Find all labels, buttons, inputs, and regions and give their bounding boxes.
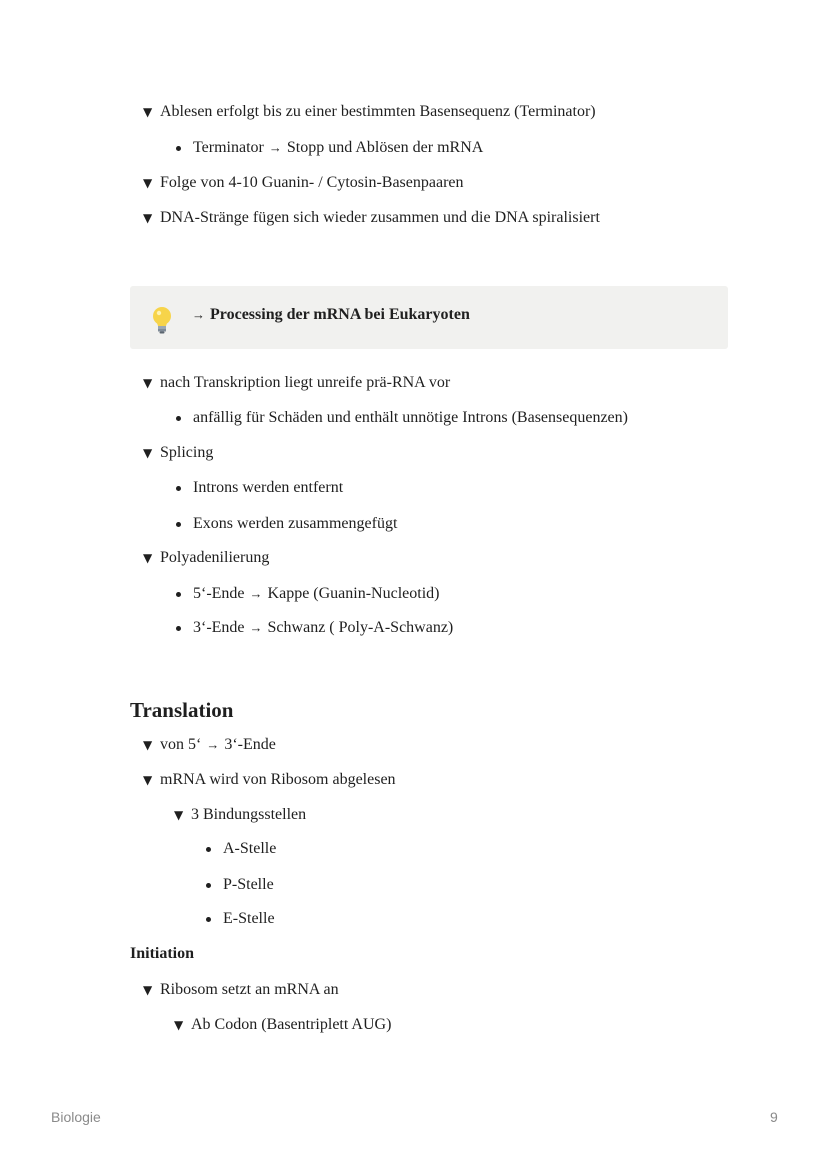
list-text: anfällig für Schäden und enthält unnötige Introns (Basensequenzen) bbox=[193, 409, 628, 426]
toggle-item-ansatz[interactable] bbox=[143, 980, 339, 1000]
list-text: E-Stelle bbox=[223, 910, 275, 927]
toggle-text: Ablesen erfolgt bis zu einer bestimmten Basensequenz (Terminator) bbox=[160, 103, 596, 120]
toggle-item-prae-rna[interactable] bbox=[143, 373, 450, 393]
toggle-text: nach Transkription liegt unreife prä-RNA vor bbox=[160, 374, 451, 391]
list-text: 5‘-Ende bbox=[193, 585, 245, 602]
callout-title bbox=[191, 305, 470, 325]
toggle-text: Folge von 4-10 Guanin- / Cytosin-Basenpaaren bbox=[160, 174, 464, 191]
list-text: Terminator bbox=[193, 139, 264, 156]
bullet-icon bbox=[206, 847, 211, 852]
callout-title-text: Processing der mRNA bei Eukaryoten bbox=[210, 306, 470, 323]
footer-subject: Biologie bbox=[51, 1109, 101, 1125]
list-text: P-Stelle bbox=[223, 876, 274, 893]
list-text: Kappe (Guanin-Nucleotid) bbox=[267, 585, 440, 602]
toggle-item-ribosom[interactable] bbox=[143, 770, 396, 790]
toggle-text: Splicing bbox=[160, 444, 214, 461]
toggle-text: Ribosom setzt an mRNA an bbox=[160, 981, 339, 998]
bullet-icon bbox=[206, 917, 211, 922]
bullet-icon bbox=[176, 592, 181, 597]
bullet-icon bbox=[206, 883, 211, 888]
toggle-text: 3‘-Ende bbox=[224, 736, 276, 753]
list-text: A-Stelle bbox=[223, 840, 277, 857]
toggle-triangle-icon[interactable]: ▼ bbox=[143, 105, 153, 119]
toggle-item-codon[interactable] bbox=[174, 1015, 391, 1035]
lightbulb-icon bbox=[150, 305, 174, 335]
list-text: 3‘-Ende bbox=[193, 619, 245, 636]
toggle-item-splicing[interactable] bbox=[143, 443, 213, 463]
toggle-text: mRNA wird von Ribosom abgelesen bbox=[160, 771, 396, 788]
arrow-icon: → bbox=[249, 620, 263, 635]
footer-page-number: 9 bbox=[770, 1109, 778, 1125]
arrow-icon: → bbox=[206, 737, 220, 752]
list-text: Exons werden zusammengefügt bbox=[193, 515, 398, 532]
list-text: Introns werden entfernt bbox=[193, 479, 344, 496]
arrow-icon: → bbox=[249, 586, 263, 601]
bullet-icon bbox=[176, 416, 181, 421]
list-item bbox=[174, 408, 628, 428]
list-item bbox=[174, 618, 453, 638]
list-item bbox=[204, 839, 276, 859]
list-text: Schwanz ( Poly-A-Schwanz) bbox=[267, 619, 454, 636]
toggle-item-richtung[interactable] bbox=[143, 735, 276, 755]
toggle-triangle-icon[interactable]: ▼ bbox=[143, 376, 153, 390]
heading-translation: Translation bbox=[130, 698, 234, 722]
bullet-icon bbox=[176, 146, 181, 151]
arrow-icon: → bbox=[268, 140, 282, 155]
arrow-icon: → bbox=[192, 307, 205, 322]
toggle-triangle-icon[interactable]: ▼ bbox=[143, 738, 153, 752]
callout-box bbox=[130, 286, 728, 349]
toggle-triangle-icon[interactable]: ▼ bbox=[174, 1018, 184, 1032]
toggle-triangle-icon[interactable]: ▼ bbox=[143, 211, 153, 225]
toggle-item-polyadenilierung[interactable] bbox=[143, 548, 269, 568]
toggle-triangle-icon[interactable]: ▼ bbox=[174, 808, 184, 822]
toggle-item-folge[interactable] bbox=[143, 173, 464, 193]
toggle-text: DNA-Stränge fügen sich wieder zusammen und die DNA spiralisiert bbox=[160, 209, 600, 226]
list-text: Stopp und Ablösen der mRNA bbox=[286, 139, 484, 156]
list-item bbox=[174, 584, 439, 604]
toggle-triangle-icon[interactable]: ▼ bbox=[143, 176, 153, 190]
list-item bbox=[204, 875, 274, 895]
list-item bbox=[174, 138, 483, 158]
bullet-icon bbox=[176, 486, 181, 491]
bullet-icon bbox=[176, 522, 181, 527]
toggle-item-bindungsstellen[interactable] bbox=[174, 805, 306, 825]
toggle-text: von 5‘ bbox=[160, 736, 202, 753]
list-item bbox=[174, 514, 397, 534]
heading-initiation: Initiation bbox=[130, 945, 195, 962]
toggle-triangle-icon[interactable]: ▼ bbox=[143, 773, 153, 787]
toggle-triangle-icon[interactable]: ▼ bbox=[143, 446, 153, 460]
toggle-text: Polyadenilierung bbox=[160, 549, 270, 566]
toggle-text: Ab Codon (Basentriplett AUG) bbox=[191, 1016, 392, 1033]
toggle-triangle-icon[interactable]: ▼ bbox=[143, 551, 153, 565]
list-item bbox=[174, 478, 343, 498]
list-item bbox=[204, 909, 275, 929]
toggle-item-dna[interactable] bbox=[143, 208, 600, 228]
bullet-icon bbox=[176, 626, 181, 631]
toggle-text: 3 Bindungsstellen bbox=[191, 806, 307, 823]
toggle-triangle-icon[interactable]: ▼ bbox=[143, 983, 153, 997]
toggle-item-terminator[interactable] bbox=[143, 102, 596, 122]
